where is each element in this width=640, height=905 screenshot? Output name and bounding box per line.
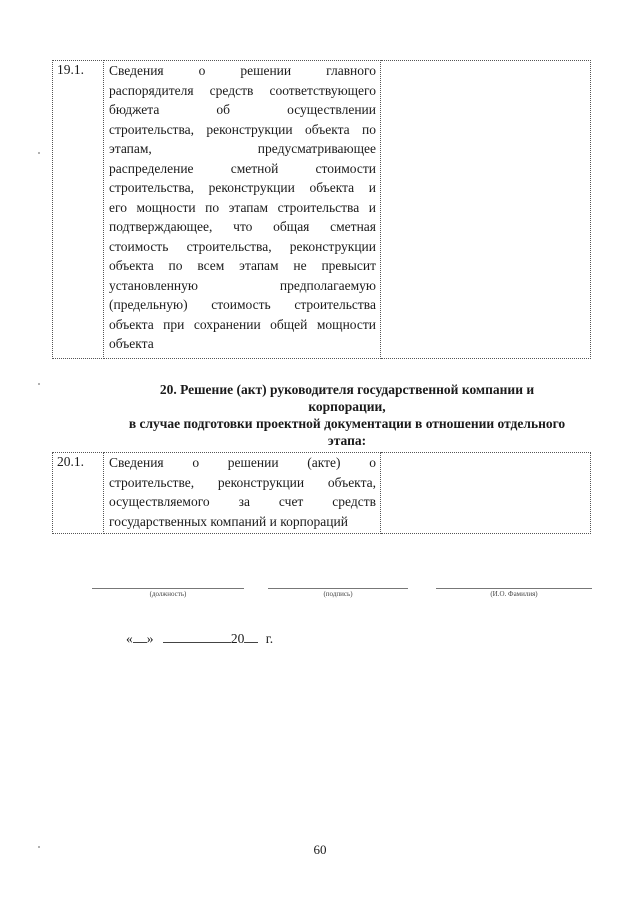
signature-field[interactable] [268, 588, 408, 608]
description-line: установленную предполагаемую [109, 277, 376, 293]
scan-speck [38, 846, 40, 848]
section-title: 20. Решение (акт) руководителя государственной компании и корпорации, в случае подготовки проектной документации в отношении отдельного этапа: [128, 382, 566, 448]
description-line: (предельную) стоимость строительства [109, 297, 376, 312]
date-close-quote: » [146, 631, 154, 646]
description-line: подтверждающее, что общая сметная [109, 219, 376, 234]
date-open-quote: « [126, 631, 133, 646]
description-line: этапам, предусматривающее [109, 141, 376, 156]
description-line: бюджета об осуществлении [109, 102, 376, 117]
description-line: Сведения о решении главного [109, 63, 376, 78]
row-value-cell[interactable] [381, 61, 591, 359]
description-line: Сведения о решении (акте) о [109, 455, 376, 470]
description-line: объекта по всем этапам не превысит [109, 258, 376, 273]
date-line [126, 630, 273, 647]
description-line: распорядителя средств соответствующего [109, 82, 376, 98]
description-line: объекта [109, 336, 154, 351]
row-description [104, 61, 381, 359]
description-line: строительства, реконструкции объекта и [109, 180, 376, 195]
name-signature-field[interactable] [436, 588, 592, 608]
day-field[interactable] [133, 630, 147, 643]
description-line: распределение сметной стоимости [109, 160, 376, 176]
year-suffix: г. [265, 631, 274, 646]
month-field[interactable] [163, 630, 231, 643]
description-line: его мощности по этапам строительства и [109, 199, 376, 215]
table-row-20-1 [52, 452, 591, 534]
name-caption: (И.О. Фамилия) [490, 590, 538, 598]
scan-speck [38, 383, 40, 385]
signature-caption: (подпись) [323, 590, 353, 598]
description-line: строительстве, реконструкции объекта, [109, 474, 376, 490]
description-line: государственных компаний и корпораций [109, 513, 348, 529]
description-line: стоимость строительства, реконструкции [109, 238, 376, 254]
position-signature-field[interactable] [92, 588, 244, 608]
position-caption: (должность) [149, 590, 187, 598]
row-number: 19.1. [53, 61, 104, 359]
row-value-cell[interactable] [381, 453, 591, 534]
description-line: объекта при сохранении общей мощности [109, 316, 376, 332]
page-number: 60 [313, 842, 327, 857]
row-number: 20.1. [53, 453, 104, 534]
description-line: осуществляемого за счет средств [109, 494, 376, 509]
year-prefix: 20 [230, 631, 245, 646]
year-field[interactable] [244, 630, 258, 643]
scan-speck [38, 152, 40, 154]
table-row-19-1 [52, 60, 591, 359]
row-description [104, 453, 381, 534]
description-line: строительства, реконструкции объекта по [109, 121, 376, 137]
